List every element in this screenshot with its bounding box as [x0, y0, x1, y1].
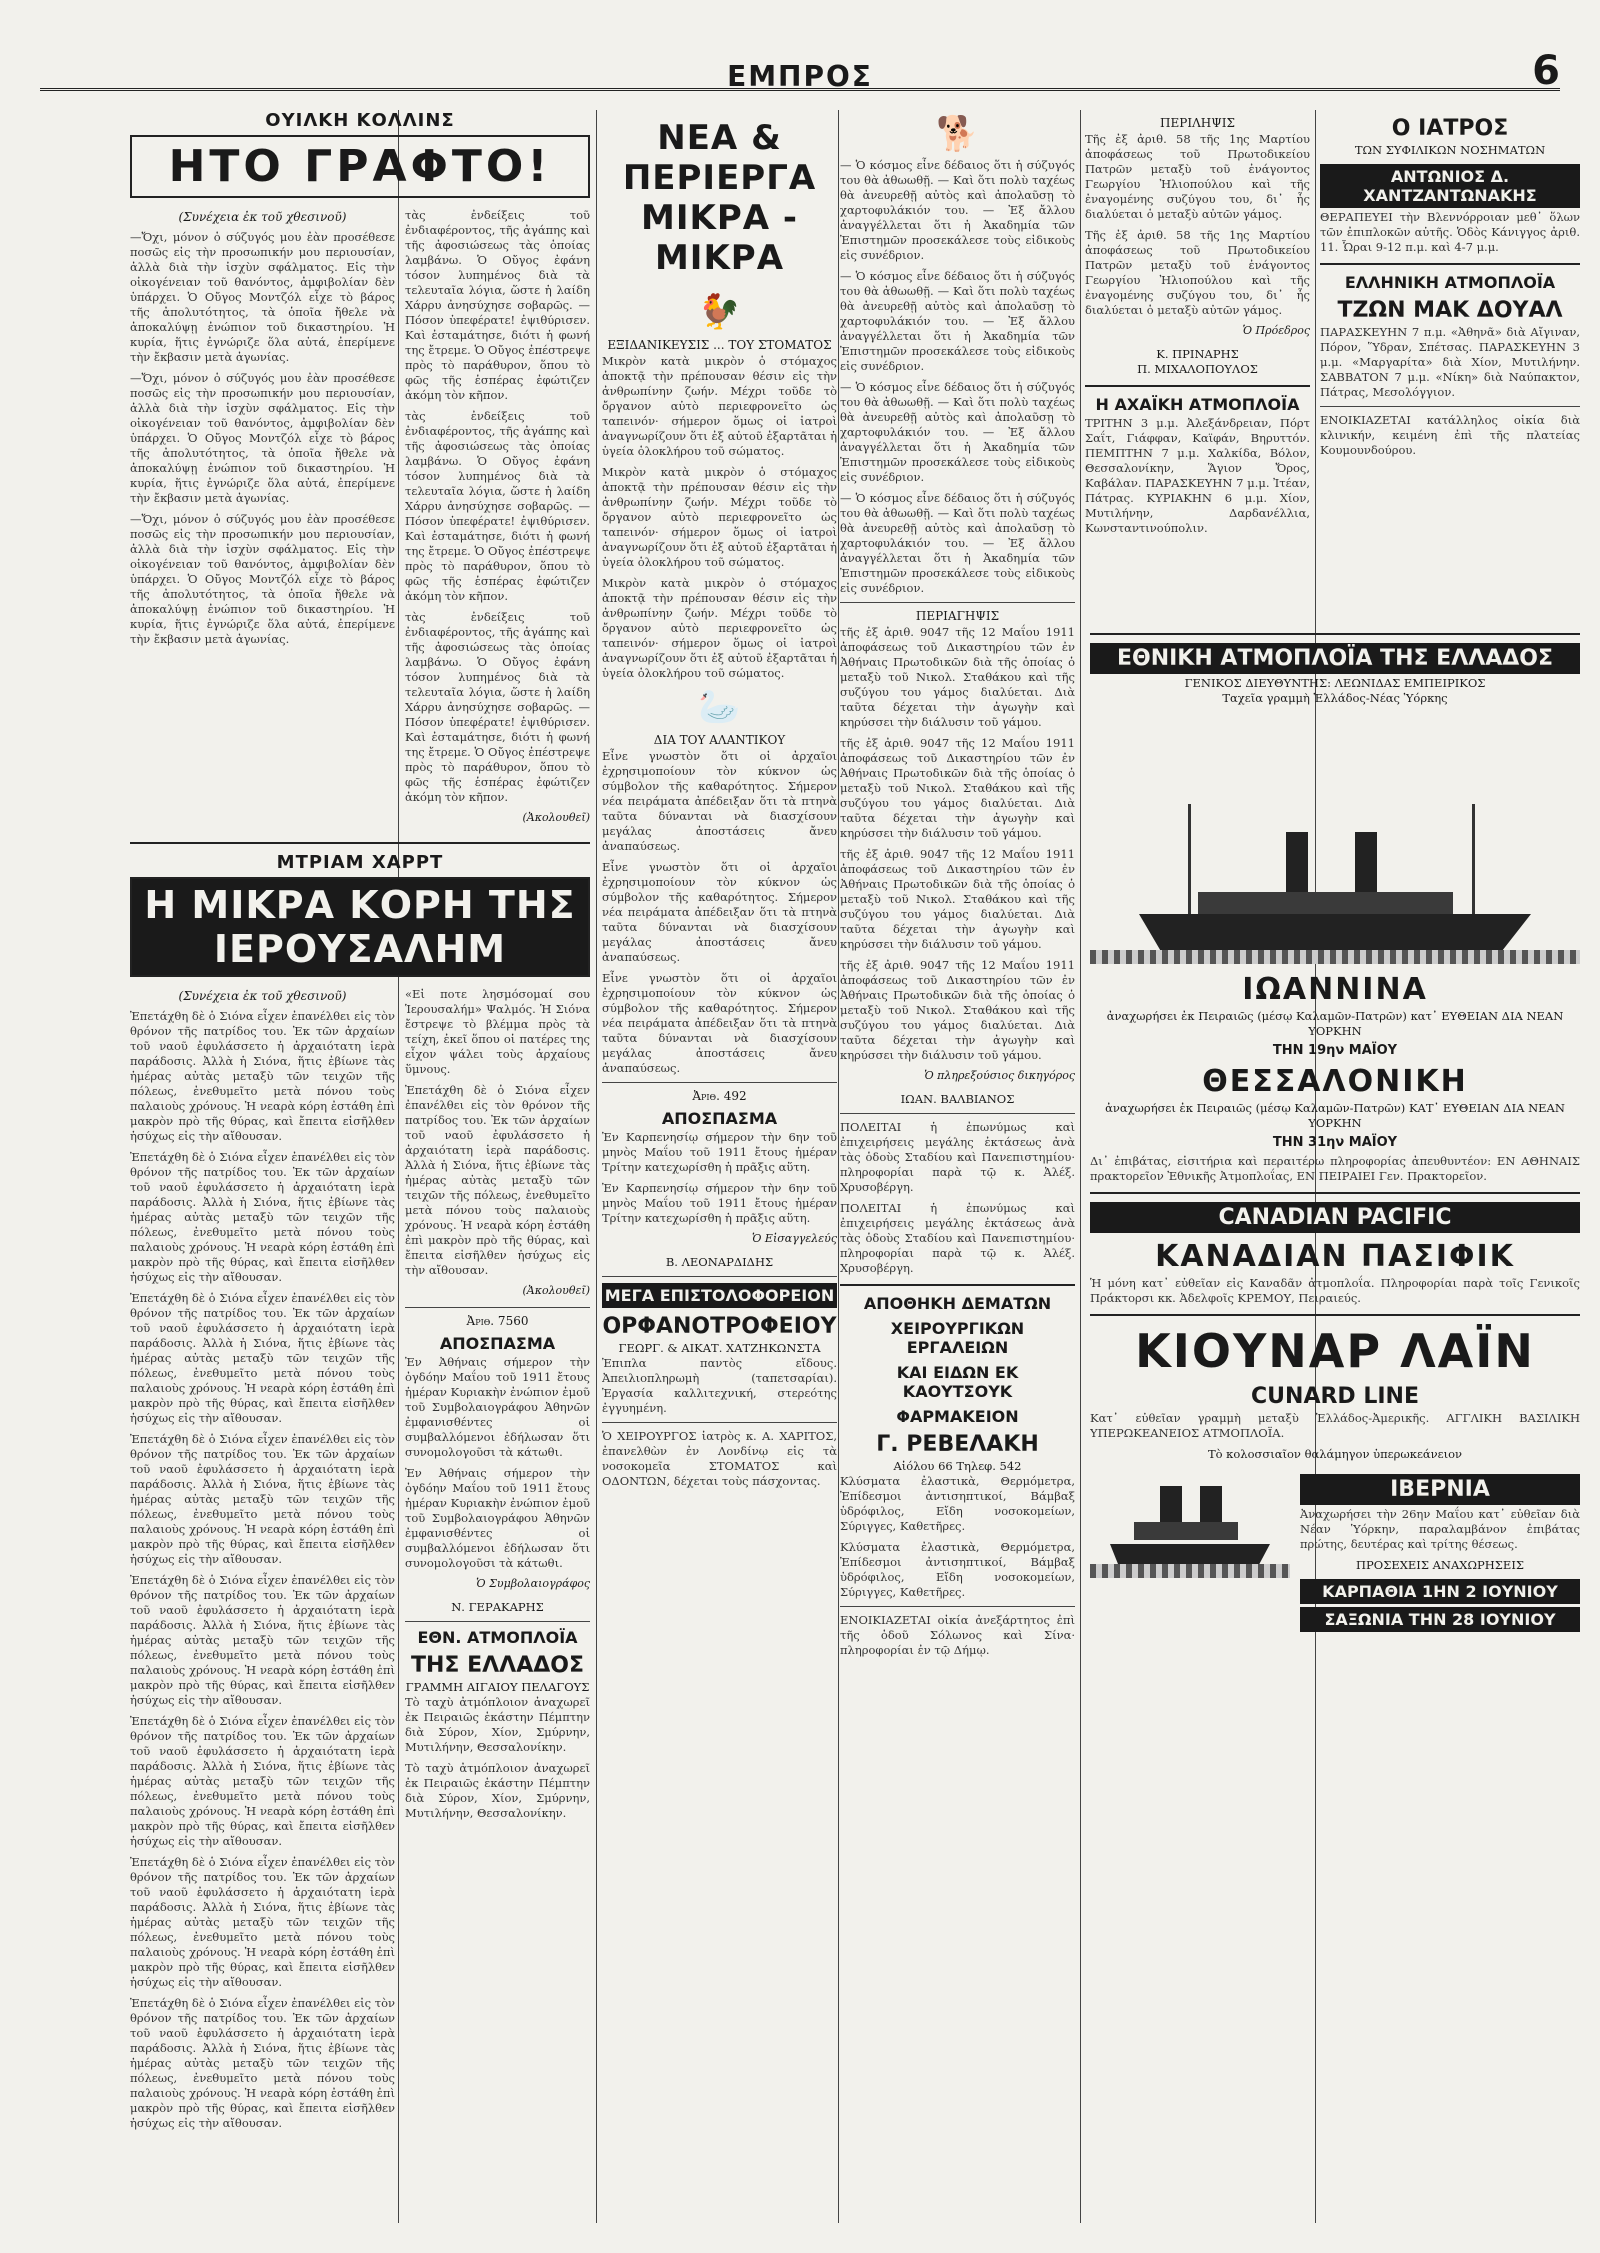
serial-continuation: (Συνέχεια ἐκ τοῦ χθεσινοῦ) — [178, 210, 347, 224]
news-text: Εἶνε γνωστὸν ὅτι οἱ ἀρχαῖοι ἐχρησιμοποίουν τὸν κύκνον ὡς σύμβολον τῆς καθαρότητος. Σήμερον νέα πειράματα ἀπέδειξαν ὅτι τὰ πτηνὰ ταῦτα δύνανται νὰ διασχίσουν μεγάλας ἀποστάσεις ἄνευ ἀναπαύσεως. — [602, 971, 837, 1075]
news-text: Εἶνε γνωστὸν ὅτι οἱ ἀρχαῖοι ἐχρησιμοποίουν τὸν κύκνον ὡς σύμβολον τῆς καθαρότητος. Σήμερον νέα πειράματα ἀπέδειξαν ὅτι τὰ πτηνὰ ταῦτα δύνανται νὰ διασχίσουν μεγάλας ἀποστάσεις ἄνευ ἀναπαύσεως. — [602, 749, 837, 853]
news-column — [602, 110, 837, 2223]
doctor-name: ΑΝΤΩΝΙΟΣ Δ. ΧΑΝΤΖΑΝΤΩΝΑΚΗΣ — [1320, 164, 1580, 208]
newspaper-name: ΕΜΠΡΟΣ — [727, 60, 873, 93]
divider — [602, 1276, 837, 1277]
novel-ending: (Ἀκολουθεῖ) — [522, 1284, 590, 1297]
divider — [602, 1422, 837, 1423]
summary-text: τῆς ἐξ ἀριθ. 9047 τῆς 12 Μαΐου 1911 ἀποφάσεως τοῦ Δικαστηρίου τῶν ἐν Ἀθήναις Πρωτοδικῶν διὰ τῆς ὁποίας ὁ μεταξὺ τοῦ Νικολ. Σταθάκου καὶ τῆς συζύγου του γάμος διαλύεται. Διὰ ταῦτα δέχεται τὴν ἀγωγὴν καὶ κηρύσσει τὴν διάλυσιν τοῦ γάμου. — [840, 736, 1075, 840]
rooster-icon: 🐓 — [698, 292, 741, 332]
news-text: Μικρὸν κατὰ μικρὸν ὁ στόμαχος ἀποκτᾷ τὴν πρέπουσαν θέσιν εἰς τὴν ἀνθρωπίνην ζωήν. Μέχρι τοῦδε τὸ ὄργανον αὐτὸ περιεφρονεῖτο ὡς ταπεινόν· σήμερον ὅμως οἱ ἰατροὶ ἀναγνωρίζουν ὅτι ἐξ αὐτοῦ ἐξαρτᾶται ἡ ὑγεία ὁλοκλήρου τοῦ σώματος. — [602, 465, 837, 569]
divider — [1090, 633, 1580, 635]
serial-title: ΗΤΟ ΓΡΑΦΤΟ! — [130, 135, 590, 198]
notice-text: Ἐν Καρπενησίῳ σήμερον τὴν 6ην τοῦ μηνὸς Μαΐου τοῦ 1911 ἔτους ἡμέραν Τρίτην κατεχωρίσθη ἡ πρᾶξις αὕτη. — [602, 1181, 837, 1225]
notice-signature: Ὁ Συμβολαιογράφος — [476, 1577, 590, 1590]
ivernia-name: ΙΒΕΡΝΙΑ — [1300, 1474, 1580, 1505]
achaiki-schedule: ΤΡΙΤΗΝ 3 μ.μ. Ἀλεξάνδρειαν, Πόρτ Σαΐτ, Γιάφφαν, Καϊφάν, Βηρυττόν. ΠΕΜΠΤΗΝ 7 μ.μ. Χαλκίδα, Βόλον, Θεσσαλονίκην, Ἅγιον Ὄρος, Καβάλαν. ΠΑΡΑΣΚΕΥΗΝ 7 μ.μ. Ἰτέαν, Πάτρας. ΚΥΡΙΑΚΗΝ 6 μ.μ. Χίον, Μυτιλήνην, Δαρδανέλλια, Κωνσταντινούπολιν. — [1085, 416, 1310, 535]
notice-number: Ἀριθ. 492 — [692, 1089, 747, 1103]
novel-epigraph: «Εἰ ποτε λησμόσομαί σου Ἱερουσαλήμ» Ψαλμός. Ἡ Σιόνα ἔστρεψε τὸ βλέμμα πρὸς τὰ τείχη, ἐκεῖ ὅπου οἱ πατέρες της εἶχον ψάλει τοὺς ἀρχαίους ὕμνους. — [405, 987, 590, 1076]
cunard-greek: ΚΙΟΥΝΑΡ ΛΑΪΝ — [1135, 1324, 1535, 1378]
destination-thessaloniki: ΘΕΣΣΑΛΟΝΙΚΗ — [1202, 1064, 1468, 1099]
notice-title: ΑΠΟΣΠΑΣΜΑ — [439, 1334, 556, 1353]
line-kicker: ΕΘΝ. ΑΤΜΟΠΛΟΪΑ — [417, 1628, 578, 1647]
pharmacy-subtitle: ΦΑΡΜΑΚΕΙΟΝ — [896, 1407, 1019, 1426]
steamship-illustration — [1090, 714, 1580, 964]
divider — [1085, 385, 1310, 387]
national-line-director: ΓΕΝΙΚΟΣ ΔΙΕΥΘΥΝΤΗΣ: ΛΕΩΝΙΔΑΣ ΕΜΠΕΙΡΙΚΟΣ — [1184, 676, 1486, 690]
column-rule — [1080, 110, 1081, 2223]
serial-text: —Ὄχι, μόνον ὁ σύζυγός μου ἐὰν προσέθεσε ποσῶς εἰς τὴν προσωπικήν μου περιουσίαν, ἀλλὰ διὰ τὴν ἰσχὺν σφάλματος. Εἰς τὴν οἰκογένειαν τοῦ θανόντος, ἀμφιβολίαν δὲν ὑπάρχει. Ὁ Οὔγος Μοντζόλ εἶχε τὸ βάρος τῆς ἀπολυτότητος, τὰ ὁποῖα ἤθελε νὰ ἀποκαλύψῃ ἐνώπιον τοῦ δικαστηρίου. Ἡ κυρία, ἥτις ἐγνώριζε ὅλα αὐτά, ἐπερίμενε τὴν ἔκβασιν μετὰ ἀγωνίας. — [130, 371, 395, 505]
cunard-text: Κατ᾽ εὐθεῖαν γραμμὴ μεταξὺ Ἑλλάδος-Ἀμερικῆς. ΑΓΓΛΙΚΗ ΒΑΣΙΛΙΚΗ ΥΠΕΡΩΚΕΑΝΕΙΟΣ ΑΤΜΟΠΛΟΪΑ. — [1090, 1411, 1580, 1440]
destination-text: ἀναχωρήσει ἐκ Πειραιῶς (μέσῳ Καλαμῶν-Πατρῶν) κατ᾽ ΕΥΘΕΙΑΝ ΔΙΑ ΝΕΑΝ ΥΟΡΚΗΝ — [1106, 1009, 1564, 1038]
novel-text: Ἐπετάχθη δὲ ὁ Σιόνα εἶχεν ἐπανέλθει εἰς τὸν θρόνον τῆς πατρίδος του. Ἐκ τῶν ἀρχαίων τοῦ ναοῦ ἐφυλάσσετο ἡ ἀρχαιότατη ἱερὰ παράδοσις. Ἀλλὰ ἡ Σιόνα, ἥτις ἐβίωνε τὰς ἡμέρας αὐτὰς μεταξὺ τῶν τειχῶν τῆς πόλεως, ἐνεθυμεῖτο μετὰ πόνου τοὺς παλαιοὺς χρόνους. Ἡ νεαρὰ κόρη ἐστάθη ἐπὶ μακρὸν πρὸ τῆς θύρας, καὶ ἔπειτα εἰσῆλθεν ἡσύχως εἰς τὴν αἴθουσαν. — [130, 1150, 395, 1284]
divider — [1320, 406, 1580, 407]
news-text: — Ὁ κόσμος εἶνε δέδαιος ὅτι ἡ σύζυγός του θὰ ἀθωωθῇ. — Καὶ ὅτι πολὺ ταχέως θὰ ἀνευρεθῇ αὐτὸς καὶ ἀπολαῦσῃ τὸ χαρτοφυλάκιόν του. — Ἐξ ἄλλου ἀναγγέλλεται ὅτι ἡ Ἀκαδημία τῶν Ἐπιστημῶν προσεκάλεσε τοὺς εἰδικοὺς εἰς συνέδριον. — [840, 380, 1075, 484]
novel-text: Ἐπετάχθη δὲ ὁ Σιόνα εἶχεν ἐπανέλθει εἰς τὸν θρόνον τῆς πατρίδος του. Ἐκ τῶν ἀρχαίων τοῦ ναοῦ ἐφυλάσσετο ἡ ἀρχαιότατη ἱερὰ παράδοσις. Ἀλλὰ ἡ Σιόνα, ἥτις ἐβίωνε τὰς ἡμέρας αὐτὰς μεταξὺ τῶν τειχῶν τῆς πόλεως, ἐνεθυμεῖτο μετὰ πόνου τοὺς παλαιοὺς χρόνους. Ἡ νεαρὰ κόρη ἐστάθη ἐπὶ μακρὸν πρὸ τῆς θύρας, καὶ ἔπειτα εἰσῆλθεν ἡσύχως εἰς τὴν αἴθουσαν. — [130, 1009, 395, 1143]
booking-info: Δι᾽ ἐπιβάτας, εἰσιτήρια καὶ περαιτέρω πληροφορίας ἀπευθυντέον: ΕΝ ΑΘΗΝΑΙΣ πρακτορεῖον Ἐθνικῆς Ἀτμοπλοΐας, ΕΝ ΠΕΙΡΑΙΕΙ Γεν. Πρακτορεῖον. — [1090, 1154, 1580, 1183]
summary-name: ΙΩΑΝ. ΒΑΛΒΙΑΝΟΣ — [900, 1092, 1015, 1106]
ivernia-text: Ἀναχωρήσει τὴν 26ην Μαΐου κατ᾽ εὐθεῖαν διὰ Νέαν Ὑόρκην, παραλαμβάνον ἐπιβάτας πρώτης, δευτέρας καὶ τρίτης θέσεως. — [1300, 1507, 1580, 1551]
divider — [1090, 1314, 1580, 1316]
serial-text-continued: τὰς ἐνδείξεις τοῦ ἐνδιαφέροντος, τῆς ἀγάπης καὶ τῆς ἀφοσιώσεως τὰς ὁποίας λαμβάνω. Ὁ Οὔγος ἐφάνη τόσον λυπημένος διὰ τὰ τελευταῖα λόγια, ὥστε ἡ λαίδη Χάρρυ ἀνησύχησε σοβαρῶς. — Πόσον ὑπεφέρατε! ἐψιθύρισεν. Καὶ ἐσταμάτησε, διότι ἡ φωνή της ἔτρεμε. Ὁ Οὔγος ἐπέστρεψε πρὸς τὸ παράθυρον, ὅπου τὸ φῶς τῆς ἑσπέρας ἐφώτιζεν ἀκόμη τὸν κῆπον. — [405, 610, 590, 804]
serial-text: —Ὄχι, μόνον ὁ σύζυγός μου ἐὰν προσέθεσε ποσῶς εἰς τὴν προσωπικήν μου περιουσίαν, ἀλλὰ διὰ τὴν ἰσχὺν σφάλματος. Εἰς τὴν οἰκογένειαν τοῦ θανόντος, ἀμφιβολίαν δὲν ὑπάρχει. Ὁ Οὔγος Μοντζόλ εἶχε τὸ βάρος τῆς ἀπολυτότητος, τὰ ὁποῖα ἤθελε νὰ ἀποκαλύψῃ ἐνώπιον τοῦ δικαστηρίου. Ἡ κυρία, ἥτις ἐγνώριζε ὅλα αὐτά, ἐπερίμενε τὴν ἔκβασιν μετὰ ἀγωνίας. — [130, 512, 395, 646]
divider — [602, 1082, 837, 1083]
novel-text: Ἐπετάχθη δὲ ὁ Σιόνα εἶχεν ἐπανέλθει εἰς τὸν θρόνον τῆς πατρίδος του. Ἐκ τῶν ἀρχαίων τοῦ ναοῦ ἐφυλάσσετο ἡ ἀρχαιότατη ἱερὰ παράδοσις. Ἀλλὰ ἡ Σιόνα, ἥτις ἐβίωνε τὰς ἡμέρας αὐτὰς μεταξὺ τῶν τειχῶν τῆς πόλεως, ἐνεθυμεῖτο μετὰ πόνου τοὺς παλαιοὺς χρόνους. Ἡ νεαρὰ κόρη ἐστάθη ἐπὶ μακρὸν πρὸ τῆς θύρας, καὶ ἔπειτα εἰσῆλθεν ἡσύχως εἰς τὴν αἴθουσαν. — [130, 1714, 395, 1848]
pharmacy-title: ΑΠΟΘΗΚΗ ΔΕΜΑΤΩΝ — [863, 1294, 1052, 1313]
canadian-pacific-text: Ἡ μόνη κατ᾽ εὐθεῖαν εἰς Καναδᾶν ἀτμοπλοΐα. Πληροφορίαι παρὰ τοῖς Γενικοῖς Πράκτορσι κκ. Ἀδελφοῖς ΚΡΕΜΟΥ, Πειραιεύς. — [1090, 1276, 1580, 1305]
macdouall-kicker: ΕΛΛΗΝΙΚΗ ΑΤΜΟΠΛΟΪΑ — [1344, 273, 1556, 292]
orphanage-subtitle: ΓΕΩΡΓ. & ΑΙΚΑΤ. ΧΑΤΖΗΚΩΝΣΤΑ — [618, 1341, 821, 1355]
news-subheading: ΕΞΙΔΑΝΙΚΕΥΣΙΣ ... ΤΟΥ ΣΤΟΜΑΤΟΣ — [607, 338, 832, 352]
divider — [840, 1606, 1075, 1607]
orphanage-title: ΟΡΦΑΝΟΤΡΟΦΕΙΟΥ — [602, 1314, 837, 1339]
notice-name: Ν. ΓΕΡΑΚΑΡΗΣ — [451, 1600, 544, 1614]
departure-date: ΤΗΝ 19ην ΜΑΪΟΥ — [1272, 1043, 1398, 1058]
doctor-subtitle: ΤΩΝ ΣΥΦΙΛΙΚΩΝ ΝΟΣΗΜΑΤΩΝ — [1354, 143, 1546, 157]
ads-column — [1320, 110, 1580, 613]
news-subheading: ΔΙΑ ΤΟΥ ΑΛΑΝΤΙΚΟΥ — [653, 733, 786, 747]
pharmacy-subtitle: ΧΕΙΡΟΥΡΓΙΚΩΝ ΕΡΓΑΛΕΙΩΝ — [890, 1319, 1025, 1357]
macdouall-title: ΤΖΩΝ ΜΑΚ ΔΟΥΑΛ — [1337, 298, 1563, 323]
novel-text: Ἐπετάχθη δὲ ὁ Σιόνα εἶχεν ἐπανέλθει εἰς τὸν θρόνον τῆς πατρίδος του. Ἐκ τῶν ἀρχαίων τοῦ ναοῦ ἐφυλάσσετο ἡ ἀρχαιότατη ἱερὰ παράδοσις. Ἀλλὰ ἡ Σιόνα, ἥτις ἐβίωνε τὰς ἡμέρας αὐτὰς μεταξὺ τῶν τειχῶν τῆς πόλεως, ἐνεθυμεῖτο μετὰ πόνου τοὺς παλαιοὺς χρόνους. Ἡ νεαρὰ κόρη ἐστάθη ἐπὶ μακρὸν πρὸ τῆς θύρας, καὶ ἔπειτα εἰσῆλθεν ἡσύχως εἰς τὴν αἴθουσαν. — [130, 1855, 395, 1989]
pharmacy-name: Γ. ΡΕΒΕΛΑΚΗ — [876, 1432, 1039, 1457]
divider — [840, 1284, 1075, 1286]
summary-signature: Ὁ πληρεξούσιος δικηγόρος — [924, 1069, 1075, 1082]
line-text: Τὸ ταχὺ ἀτμόπλοιον ἀναχωρεῖ ἐκ Πειραιῶς ἑκάστην Πέμπτην διὰ Σύρον, Χίον, Σμύρνην, Μυτιλήνην, Θεσσαλονίκην. — [405, 1761, 590, 1820]
summary-text: τῆς ἐξ ἀριθ. 9047 τῆς 12 Μαΐου 1911 ἀποφάσεως τοῦ Δικαστηρίου τῶν ἐν Ἀθήναις Πρωτοδικῶν διὰ τῆς ὁποίας ὁ μεταξὺ τοῦ Νικολ. Σταθάκου καὶ τῆς συζύγου του γάμος διαλύεται. Διὰ ταῦτα δέχεται τὴν ἀγωγὴν καὶ κηρύσσει τὴν διάλυσιν τοῦ γάμου. — [840, 625, 1075, 729]
achaiki-title: Η ΑΧΑΪΚΗ ΑΤΜΟΠΛΟΪΑ — [1095, 395, 1300, 414]
line-title: ΤΗΣ ΕΛΛΑΔΟΣ — [411, 1653, 584, 1678]
notice-text: Ἐν Ἀθήναις σήμερον τὴν ὀγδόην Μαΐου τοῦ 1911 ἔτους ἡμέραν Κυριακὴν ἐνώπιον ἐμοῦ τοῦ Συμβολαιογράφου Ἀθηνῶν ἐμφανισθέντες οἱ συμβαλλόμενοι ἐδήλωσαν ὅτι συνομολογοῦσι τὰ κάτωθι. — [405, 1355, 590, 1459]
departure-date: ΤΗΝ 31ην ΜΑΪΟΥ — [1272, 1135, 1398, 1150]
orphanage-kicker: ΜΕΓΑ ΕΠΙΣΤΟΛΟΦΟΡΕΙΟΝ — [602, 1283, 837, 1308]
line-text: Τὸ ταχὺ ἀτμόπλοιον ἀναχωρεῖ ἐκ Πειραιῶς ἑκάστην Πέμπτην διὰ Σύρον, Χίον, Σμύρνην, Μυτιλήνην, Θεσσαλονίκην. — [405, 1695, 590, 1754]
summary-name: Π. ΜΙΧΑΛΟΠΟΥΛΟΣ — [1137, 362, 1258, 376]
divider — [840, 1113, 1075, 1114]
novel-text: Ἐπετάχθη δὲ ὁ Σιόνα εἶχεν ἐπανέλθει εἰς τὸν θρόνον τῆς πατρίδος του. Ἐκ τῶν ἀρχαίων τοῦ ναοῦ ἐφυλάσσετο ἡ ἀρχαιότατη ἱερὰ παράδοσις. Ἀλλὰ ἡ Σιόνα, ἥτις ἐβίωνε τὰς ἡμέρας αὐτὰς μεταξὺ τῶν τειχῶν τῆς πόλεως, ἐνεθυμεῖτο μετὰ πόνου τοὺς παλαιοὺς χρόνους. Ἡ νεαρὰ κόρη ἐστάθη ἐπὶ μακρὸν πρὸ τῆς θύρας, καὶ ἔπειτα εἰσῆλθεν ἡσύχως εἰς τὴν αἴθουσαν. — [130, 1432, 395, 1566]
novel-continuation: (Συνέχεια ἐκ τοῦ χθεσινοῦ) — [178, 989, 347, 1003]
summary-text: Τῆς ἐξ ἀριθ. 58 τῆς 1ης Μαρτίου ἀποφάσεως τοῦ Πρωτοδικείου Πατρῶν μεταξὺ τοῦ ἐνάγοντος Γεωργίου Ἠλιοπούλου καὶ τῆς ἐναγομένης συζύγου του, δι᾽ ἧς διαλύεται ὁ μεταξὺ αὐτῶν γάμος. — [1085, 228, 1310, 317]
pharmacy-text: Κλύσματα ἐλαστικὰ, Θερμόμετρα, Ἐπίδεσμοι ἀντισηπτικοί, Βάμβαξ ὑδρόφιλος, Εἴδη νοσοκομείων, Σύριγγες, Καθετῆρες. — [840, 1540, 1075, 1599]
page-number: 6 — [1532, 48, 1560, 94]
doctor-title: Ο ΙΑΤΡΟΣ — [1391, 116, 1509, 141]
divider — [1320, 263, 1580, 265]
rental-notice: ΕΝΟΙΚΙΑΖΕΤΑΙ κατάλληλος οἰκία διὰ κλινικήν, κειμένη ἐπὶ τῆς πλατείας Κουμουνδούρου. — [1320, 413, 1580, 457]
pharmacy-subtitle: ΚΑΙ ΕΙΔΩΝ ΕΚ ΚΑΟΥΤΣΟΥΚ — [896, 1363, 1019, 1401]
serial-column — [130, 110, 590, 2223]
column-rule — [596, 110, 597, 2223]
notices-column — [1085, 110, 1310, 613]
news-text: — Ὁ κόσμος εἶνε δέδαιος ὅτι ἡ σύζυγός του θὰ ἀθωωθῇ. — Καὶ ὅτι πολὺ ταχέως θὰ ἀνευρεθῇ αὐτὸς καὶ ἀπολαῦσῃ τὸ χαρτοφυλάκιόν του. — Ἐξ ἄλλου ἀναγγέλλεται ὅτι ἡ Ἀκαδημία τῶν Ἐπιστημῶν προσεκάλεσε τοὺς εἰδικοὺς εἰς συνέδριον. — [840, 269, 1075, 373]
saxonia-departure: ΣΑΞΩΝΙΑ ΤΗΝ 28 ΙΟΥΝΙΟΥ — [1300, 1607, 1580, 1632]
novel-text: Ἐπετάχθη δὲ ὁ Σιόνα εἶχεν ἐπανέλθει εἰς τὸν θρόνον τῆς πατρίδος του. Ἐκ τῶν ἀρχαίων τοῦ ναοῦ ἐφυλάσσετο ἡ ἀρχαιότατη ἱερὰ παράδοσις. Ἀλλὰ ἡ Σιόνα, ἥτις ἐβίωνε τὰς ἡμέρας αὐτὰς μεταξὺ τῶν τειχῶν τῆς πόλεως, ἐνεθυμεῖτο μετὰ πόνου τοὺς παλαιοὺς χρόνους. Ἡ νεαρὰ κόρη ἐστάθη ἐπὶ μακρὸν πρὸ τῆς θύρας, καὶ ἔπειτα εἰσῆλθεν ἡσύχως εἰς τὴν αἴθουσαν. — [130, 1573, 395, 1707]
serial-ending: (Ἀκολουθεῖ) — [522, 811, 590, 824]
national-line-title: ΕΘΝΙΚΗ ΑΤΜΟΠΛΟΪΑ ΤΗΣ ΕΛΛΑΔΟΣ — [1090, 643, 1580, 674]
news-column — [840, 110, 1075, 2223]
summary-text: τῆς ἐξ ἀριθ. 9047 τῆς 12 Μαΐου 1911 ἀποφάσεως τοῦ Δικαστηρίου τῶν ἐν Ἀθήναις Πρωτοδικῶν διὰ τῆς ὁποίας ὁ μεταξὺ τοῦ Νικολ. Σταθάκου καὶ τῆς συζύγου του γάμος διαλύεται. Διὰ ταῦτα δέχεται τὴν ἀγωγὴν καὶ κηρύσσει τὴν διάλυσιν τοῦ γάμου. — [840, 958, 1075, 1062]
novel-text: Ἐπετάχθη δὲ ὁ Σιόνα εἶχεν ἐπανέλθει εἰς τὸν θρόνον τῆς πατρίδος του. Ἐκ τῶν ἀρχαίων τοῦ ναοῦ ἐφυλάσσετο ἡ ἀρχαιότατη ἱερὰ παράδοσις. Ἀλλὰ ἡ Σιόνα, ἥτις ἐβίωνε τὰς ἡμέρας αὐτὰς μεταξὺ τῶν τειχῶν τῆς πόλεως, ἐνεθυμεῖτο μετὰ πόνου τοὺς παλαιοὺς χρόνους. Ἡ νεαρὰ κόρη ἐστάθη ἐπὶ μακρὸν πρὸ τῆς θύρας, καὶ ἔπειτα εἰσῆλθεν ἡσύχως εἰς τὴν αἴθουσαν. — [130, 1291, 395, 1425]
news-text: Μικρὸν κατὰ μικρὸν ὁ στόμαχος ἀποκτᾷ τὴν πρέπουσαν θέσιν εἰς τὴν ἀνθρωπίνην ζωήν. Μέχρι τοῦδε τὸ ὄργανον αὐτὸ περιεφρονεῖτο ὡς ταπεινόν· σήμερον ὅμως οἱ ἰατροὶ ἀναγνωρίζουν ὅτι ἐξ αὐτοῦ ἐξαρτᾶται ἡ ὑγεία ὁλοκλήρου τοῦ σώματος. — [602, 354, 837, 458]
summary-name: Κ. ΠΡΙΝΑΡΗΣ — [1156, 347, 1239, 361]
notice-text: Ἐν Ἀθήναις σήμερον τὴν ὀγδόην Μαΐου τοῦ 1911 ἔτους ἡμέραν Κυριακὴν ἐνώπιον ἐμοῦ τοῦ Συμβολαιογράφου Ἀθηνῶν ἐμφανισθέντες οἱ συμβαλλόμενοι ἐδήλωσαν ὅτι συνομολογοῦσι τὰ κάτωθι. — [405, 1466, 590, 1570]
summary-text: τῆς ἐξ ἀριθ. 9047 τῆς 12 Μαΐου 1911 ἀποφάσεως τοῦ Δικαστηρίου τῶν ἐν Ἀθήναις Πρωτοδικῶν διὰ τῆς ὁποίας ὁ μεταξὺ τοῦ Νικολ. Σταθάκου καὶ τῆς συζύγου του γάμος διαλύεται. Διὰ ταῦτα δέχεται τὴν ἀγωγὴν καὶ κηρύσσει τὴν διάλυσιν τοῦ γάμου. — [840, 847, 1075, 951]
sale-notice: ΠΟΛΕΙΤΑΙ ἡ ἐπωνύμως καὶ ἐπιχειρήσεις μεγάλης ἐκτάσεως ἀνὰ τὰς ὁδοὺς Σταδίου καὶ Πανεπιστημίου· πληροφορίαι παρὰ τῷ κ. Ἀλέξ. Χρυσοβέργη. — [840, 1201, 1075, 1275]
canadian-pacific-title: CANADIAN PACIFIC — [1090, 1202, 1580, 1233]
divider — [1090, 1192, 1580, 1194]
doctor-notice: Ὁ ΧΕΙΡΟΥΡΓΟΣ ἰατρὸς κ. Α. ΧΑΡΙΤΟΣ, ἐπανελθὼν ἐν Λονδίνῳ εἰς τὰ νοσοκομεῖα ΣΤΟΜΑΤΟΣ καὶ ΟΔΟΝΤΩΝ, δέχεται τοὺς πάσχοντας. — [602, 1429, 837, 1488]
pharmacy-text: Κλύσματα ἐλαστικὰ, Θερμόμετρα, Ἐπίδεσμοι ἀντισηπτικοί, Βάμβαξ ὑδρόφιλος, Εἴδη νοσοκομείων, Σύριγγες, Καθετῆρες. — [840, 1474, 1075, 1533]
cunard-english: CUNARD LINE — [1251, 1384, 1419, 1409]
notice-title: ΑΠΟΣΠΑΣΜΑ — [661, 1109, 778, 1128]
notice-name: Β. ΛΕΟΝΑΡΔΙΔΗΣ — [665, 1255, 774, 1269]
destination-text: ἀναχωρήσει ἐκ Πειραιῶς (μέσῳ Καλαμῶν-Πατρῶν) ΚΑΤ᾽ ΕΥΘΕΙΑΝ ΔΙΑ ΝΕΑΝ ΥΟΡΚΗΝ — [1105, 1101, 1565, 1130]
news-text: — Ὁ κόσμος εἶνε δέδαιος ὅτι ἡ σύζυγός του θὰ ἀθωωθῇ. — Καὶ ὅτι πολὺ ταχέως θὰ ἀνευρεθῇ αὐτὸς καὶ ἀπολαῦσῃ τὸ χαρτοφυλάκιόν του. — Ἐξ ἄλλου ἀναγγέλλεται ὅτι ἡ Ἀκαδημία τῶν Ἐπιστημῶν προσεκάλεσε τοὺς εἰδικοὺς εἰς συνέδριον. — [840, 158, 1075, 262]
national-line-route: Ταχεῖα γραμμὴ Ἑλλάδος-Νέας Ὑόρκης — [1222, 691, 1448, 705]
news-text: Εἶνε γνωστὸν ὅτι οἱ ἀρχαῖοι ἐχρησιμοποίουν τὸν κύκνον ὡς σύμβολον τῆς καθαρότητος. Σήμερον νέα πειράματα ἀπέδειξαν ὅτι τὰ πτηνὰ ταῦτα δύνανται νὰ διασχίσουν μεγάλας ἀποστάσεις ἄνευ ἀναπαύσεως. — [602, 860, 837, 964]
news-text: Μικρὸν κατὰ μικρὸν ὁ στόμαχος ἀποκτᾷ τὴν πρέπουσαν θέσιν εἰς τὴν ἀνθρωπίνην ζωήν. Μέχρι τοῦδε τὸ ὄργανον αὐτὸ περιεφρονεῖτο ὡς ταπεινόν· σήμερον ὅμως οἱ ἰατροὶ ἀναγνωρίζουν ὅτι ἐξ αὐτοῦ ἐξαρτᾶται ἡ ὑγεία ὁλοκλήρου τοῦ σώματος. — [602, 576, 837, 680]
notice-signature: Ὁ Εἰσαγγελεύς — [751, 1232, 837, 1245]
rental-notice: ΕΝΟΙΚΙΑΖΕΤΑΙ οἰκία ἀνεξάρτητος ἐπὶ τῆς ὁδοῦ Σόλωνος καὶ Σίνα· πληροφορίαι ἐν τῷ Δήμῳ. — [840, 1613, 1075, 1657]
serial-text-continued: τὰς ἐνδείξεις τοῦ ἐνδιαφέροντος, τῆς ἀγάπης καὶ τῆς ἀφοσιώσεως τὰς ὁποίας λαμβάνω. Ὁ Οὔγος ἐφάνη τόσον λυπημένος διὰ τὰ τελευταῖα λόγια, ὥστε ἡ λαίδη Χάρρυ ἀνησύχησε σοβαρῶς. — Πόσον ὑπεφέρατε! ἐψιθύρισεν. Καὶ ἐσταμάτησε, διότι ἡ φωνή της ἔτρεμε. Ὁ Οὔγος ἐπέστρεψε πρὸς τὸ παράθυρον, ὅπου τὸ φῶς τῆς ἑσπέρας ἐφώτιζεν ἀκόμη τὸν κῆπον. — [405, 208, 590, 402]
serial-author: ΟΥΙΛΚΗ ΚΟΛΛΙΝΣ — [265, 110, 455, 131]
notice-number: Ἀριθ. 7560 — [466, 1314, 529, 1328]
carpathia-departure: ΚΑΡΠΑΘΙΑ 1ΗΝ 2 ΙΟΥΝΙΟΥ — [1300, 1579, 1580, 1604]
line-subtitle: ΓΡΑΜΜΗ ΑΙΓΑΙΟΥ ΠΕΛΑΓΟΥΣ — [405, 1680, 590, 1694]
novel-author: ΜΤΡΙΑΜ ΧΑΡΡΤ — [276, 852, 444, 873]
pharmacy-address: Αἰόλου 66 Τηλεφ. 542 — [893, 1459, 1022, 1473]
novel-text: Ἐπετάχθη δὲ ὁ Σιόνα εἶχεν ἐπανέλθει εἰς τὸν θρόνον τῆς πατρίδος του. Ἐκ τῶν ἀρχαίων τοῦ ναοῦ ἐφυλάσσετο ἡ ἀρχαιότατη ἱερὰ παράδοσις. Ἀλλὰ ἡ Σιόνα, ἥτις ἐβίωνε τὰς ἡμέρας αὐτὰς μεταξὺ τῶν τειχῶν τῆς πόλεως, ἐνεθυμεῖτο μετὰ πόνου τοὺς παλαιοὺς χρόνους. Ἡ νεαρὰ κόρη ἐστάθη ἐπὶ μακρὸν πρὸ τῆς θύρας, καὶ ἔπειτα εἰσῆλθεν ἡσύχως εἰς τὴν αἴθουσαν. — [130, 1996, 395, 2130]
summary-text: Τῆς ἐξ ἀριθ. 58 τῆς 1ης Μαρτίου ἀποφάσεως τοῦ Πρωτοδικείου Πατρῶν μεταξὺ τοῦ ἐνάγοντος Γεωργίου Ἠλιοπούλου καὶ τῆς ἐναγομένης συζύγου του, δι᾽ ἧς διαλύεται ὁ μεταξὺ αὐτῶν γάμος. — [1085, 132, 1310, 221]
ivernia-line: Τὸ κολοσσιαῖον θαλάμηγον ὑπερωκεάνειον — [1207, 1447, 1463, 1461]
divider — [405, 1307, 590, 1308]
summary-heading: ΠΕΡΙΑΓΗΨΙΣ — [915, 609, 1000, 623]
summary-signature: Ὁ Πρόεδρος — [1242, 324, 1310, 337]
serial-text: —Ὄχι, μόνον ὁ σύζυγός μου ἐὰν προσέθεσε ποσῶς εἰς τὴν προσωπικήν μου περιουσίαν, ἀλλὰ διὰ τὴν ἰσχὺν σφάλματος. Εἰς τὴν οἰκογένειαν τοῦ θανόντος, ἀμφιβολίαν δὲν ὑπάρχει. Ὁ Οὔγος Μοντζόλ εἶχε τὸ βάρος τῆς ἀπολυτότητος, τὰ ὁποῖα ἤθελε νὰ ἀποκαλύψῃ ἐνώπιον τοῦ δικαστηρίου. Ἡ κυρία, ἥτις ἐγνώριζε ὅλα αὐτά, ἐπερίμενε τὴν ἔκβασιν μετὰ ἀγωνίας. — [130, 230, 395, 364]
next-departures: ΠΡΟΣΕΧΕΙΣ ΑΝΑΧΩΡΗΣΕΙΣ — [1356, 1558, 1524, 1572]
serial-text-continued: τὰς ἐνδείξεις τοῦ ἐνδιαφέροντος, τῆς ἀγάπης καὶ τῆς ἀφοσιώσεως τὰς ὁποίας λαμβάνω. Ὁ Οὔγος ἐφάνη τόσον λυπημένος διὰ τὰ τελευταῖα λόγια, ὥστε ἡ λαίδη Χάρρυ ἀνησύχησε σοβαρῶς. — Πόσον ὑπεφέρατε! ἐψιθύρισεν. Καὶ ἐσταμάτησε, διότι ἡ φωνή της ἔτρεμε. Ὁ Οὔγος ἐπέστρεψε πρὸς τὸ παράθυρον, ὅπου τὸ φῶς τῆς ἑσπέρας ἐφώτιζεν ἀκόμη τὸν κῆπον. — [405, 409, 590, 603]
news-text: — Ὁ κόσμος εἶνε δέδαιος ὅτι ἡ σύζυγός του θὰ ἀθωωθῇ. — Καὶ ὅτι πολὺ ταχέως θὰ ἀνευρεθῇ αὐτὸς καὶ ἀπολαῦσῃ τὸ χαρτοφυλάκιόν του. — Ἐξ ἄλλου ἀναγγέλλεται ὅτι ἡ Ἀκαδημία τῶν Ἐπιστημῶν προσεκάλεσε τοὺς εἰδικοὺς εἰς συνέδριον. — [840, 491, 1075, 595]
liner-illustration — [1090, 1468, 1290, 1578]
divider — [130, 842, 590, 844]
canadian-pacific-greek: ΚΑΝΑΔΙΑΝ ΠΑΣΙΦΙΚ — [1155, 1239, 1515, 1274]
column-rule — [838, 110, 839, 2223]
news-heading: ΝΕΑ & ΠΕΡΙΕΡΓΑ ΜΙΚΡΑ - ΜΙΚΡΑ — [622, 118, 817, 278]
shipping-ad — [1090, 625, 1580, 2223]
dog-icon: 🐕 — [936, 114, 979, 154]
divider — [840, 602, 1075, 603]
masthead — [40, 48, 1560, 94]
notice-text: Ἐν Καρπενησίῳ σήμερον τὴν 6ην τοῦ μηνὸς Μαΐου τοῦ 1911 ἔτους ἡμέραν Τρίτην κατεχωρίσθη ἡ πρᾶξις αὕτη. — [602, 1130, 837, 1174]
destination-ioannina: ΙΩΑΝΝΙΝΑ — [1242, 972, 1428, 1007]
divider — [405, 1621, 590, 1622]
summary-heading: ΠΕΡΙΛΗΨΙΣ — [1160, 116, 1235, 130]
doctor-text: ΘΕΡΑΠΕΥΕΙ τὴν Βλεννόρροιαν μεθ᾽ ὅλων τῶν ἐπιπλοκῶν αὐτῆς. Ὁδὸς Κάνιγγος ἀριθ. 11. Ὧραι 9-12 π.μ. καὶ 4-7 μ.μ. — [1320, 210, 1580, 254]
novel-title: Η ΜΙΚΡΑ ΚΟΡΗ ΤΗΣ ΙΕΡΟΥΣΑΛΗΜ — [130, 877, 590, 977]
novel-text-continued: Ἐπετάχθη δὲ ὁ Σιόνα εἶχεν ἐπανέλθει εἰς τὸν θρόνον τῆς πατρίδος του. Ἐκ τῶν ἀρχαίων τοῦ ναοῦ ἐφυλάσσετο ἡ ἀρχαιότατη ἱερὰ παράδοσις. Ἀλλὰ ἡ Σιόνα, ἥτις ἐβίωνε τὰς ἡμέρας αὐτὰς μεταξὺ τῶν τειχῶν τῆς πόλεως, ἐνεθυμεῖτο μετὰ πόνου τοὺς παλαιοὺς χρόνους. Ἡ νεαρὰ κόρη ἐστάθη ἐπὶ μακρὸν πρὸ τῆς θύρας, καὶ ἔπειτα εἰσῆλθεν ἡσύχως εἰς τὴν αἴθουσαν. — [405, 1083, 590, 1277]
swan-icon: 🦢 — [698, 687, 741, 727]
macdouall-schedule: ΠΑΡΑΣΚΕΥΗΝ 7 π.μ. «Ἀθηνᾶ» διὰ Αἴγιναν, Πόρον, Ὕδραν, Σπέτσας. ΠΑΡΑΣΚΕΥΗΝ 3 μ.μ. «Μαργαρίτα» διὰ Χίον, Μυτιλήνην. ΣΑΒΒΑΤΟΝ 7 μ.μ. «Νίκη» διὰ Ναύπακτον, Πάτρας, Μεσολόγγιον. — [1320, 325, 1580, 399]
orphanage-text: Ἐπιπλα παντὸς εἴδους. Ἀπειλιοπληρωμὴ (ταπετσαρίαι). Ἐργασία καλλιτεχνική, στερεότης ἐγγυημένη. — [602, 1356, 837, 1415]
sale-notice: ΠΟΛΕΙΤΑΙ ἡ ἐπωνύμως καὶ ἐπιχειρήσεις μεγάλης ἐκτάσεως ἀνὰ τὰς ὁδοὺς Σταδίου καὶ Πανεπιστημίου· πληροφορίαι παρὰ τῷ κ. Ἀλέξ. Χρυσοβέργη. — [840, 1120, 1075, 1194]
